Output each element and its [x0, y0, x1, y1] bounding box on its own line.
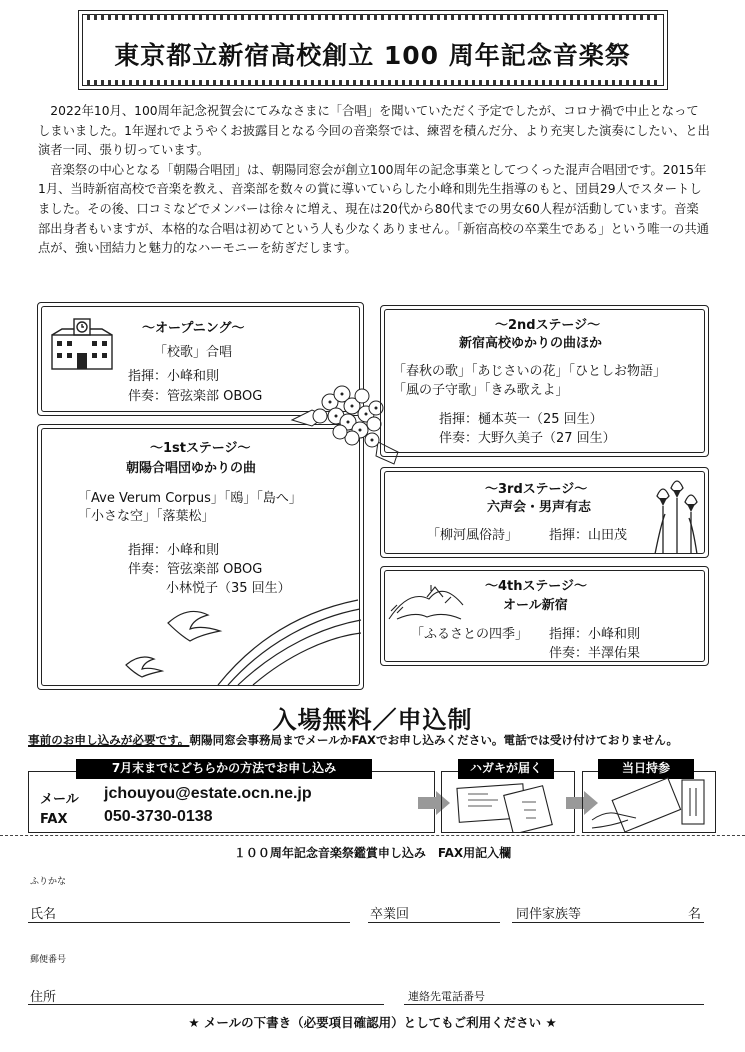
form-header: １００周年記念音楽祭鑑賞申し込み FAX用記入欄 [233, 846, 512, 860]
stage4-conductor: 指揮：小峰和則 [549, 627, 641, 642]
stage1-songs-line1: 「Ave Verum Corpus」「鴎」「島へ」 [78, 491, 302, 506]
mail-address[interactable]: jchouyou@estate.ocn.ne.jp [104, 785, 312, 802]
stage2-conductor: 指揮：樋本英一（25 回生） [439, 412, 603, 427]
phone-label: 連絡先電話番号 [408, 990, 485, 1003]
furigana-label: ふりかな [30, 877, 67, 887]
admission-notice-detail: 朝陽同窓会事務局までメールかFAXでお申し込みください。電話では受け付けておりません。 [189, 733, 679, 747]
stage4-accompanist: 伴奏：半澤佑果 [549, 646, 641, 661]
fax-label: FAX [40, 812, 68, 827]
stage2-songs-line2: 「風の子守歌」「きみ歌えよ」 [393, 383, 569, 398]
intro-text [38, 102, 710, 259]
stage1-subtitle: 朝陽合唱団ゆかりの曲 [126, 461, 257, 476]
opening-song: 「校歌」合唱 [154, 345, 233, 360]
page-title: 東京都立新宿高校創立 100 周年記念音楽祭 [114, 41, 631, 70]
opening-accompanist: 伴奏：管弦楽部 OBOG [128, 389, 263, 404]
step2-tab: ハガキが届く [458, 759, 554, 779]
stage3-song: 「柳河風俗詩」 [427, 528, 519, 543]
opening-heading: 〜オープニング〜 [142, 321, 245, 336]
stage2-subtitle: 新宿高校ゆかりの曲ほか [459, 336, 603, 351]
seagulls-illustration [78, 595, 362, 687]
stage1-accompanist: 伴奏：管弦楽部 OBOG [128, 562, 263, 577]
mail-label: メール [40, 792, 79, 807]
stage4-subtitle: オール新宿 [503, 598, 568, 613]
stage3-heading: 〜3rdステージ〜 [485, 482, 588, 497]
address-label: 住所 [30, 990, 57, 1005]
stage1-songs-line2: 「小さな空」「落葉松」 [78, 509, 215, 524]
companions-field[interactable] [512, 922, 704, 923]
step3-tab: 当日持参 [598, 759, 694, 779]
title-border-bottom [87, 80, 659, 86]
stage2-songs-line1: 「春秋の歌」「あじさいの花」「ひとしお物語」 [393, 364, 667, 379]
stage2-box [380, 305, 709, 457]
postcard-icon [452, 780, 564, 832]
admission-notice [28, 732, 678, 748]
stage1-conductor: 指揮：小峰和則 [128, 543, 220, 558]
title-border-top [87, 14, 659, 20]
stage1-heading: 〜1stステージ〜 [150, 441, 251, 456]
step1-tab: 7月末までにどちらかの方法でお申し込み [76, 759, 372, 779]
cut-line [0, 835, 745, 836]
intro-paragraph-1: 2022年10月、100周年記念祝賀会にてみなさまに「合唱」を聞いていただく予定でしたが、コロナ禍で中止となってしまいました。1年遅れでようやくお披露目となる今回の音楽祭では、練習を積んだ分、より充実した演奏にしたい、と出演者一同、張り切っています。 [38, 104, 710, 158]
stage2-heading: 〜2ndステージ〜 [495, 318, 601, 333]
postal-label: 郵便番号 [30, 955, 67, 965]
graduation-field[interactable] [368, 922, 500, 923]
phone-field[interactable] [404, 1004, 704, 1005]
stage2-accompanist: 伴奏：大野久美子（27 回生） [439, 431, 616, 446]
admission-headline: 入場無料／申込制 [272, 706, 473, 734]
stage1-accompanist-2: 小林悦子（35 回生） [166, 581, 291, 596]
iris-flower-icon [647, 476, 703, 554]
stage3-conductor: 指揮：山田茂 [549, 528, 628, 543]
fax-number[interactable]: 050-3730-0138 [104, 808, 213, 825]
stage3-subtitle: 六声会・男声有志 [487, 500, 592, 515]
stage4-song: 「ふるさとの四季」 [411, 627, 529, 642]
form-footer: ★ メールの下書き（必要項目確認用）としてもご利用ください ★ [188, 1015, 557, 1030]
companions-unit: 名 [688, 907, 702, 922]
name-label: 氏名 [30, 907, 57, 922]
stage3-box [380, 467, 709, 558]
address-field[interactable] [28, 1004, 384, 1005]
name-field[interactable] [28, 922, 350, 923]
opening-conductor: 指揮：小峰和則 [128, 369, 220, 384]
admission-notice-required: 事前のお申し込みが必要です。 [28, 733, 190, 747]
intro-paragraph-2: 音楽祭の中心となる「朝陽合唱団」は、朝陽同窓会が創立100周年の記念事業としてつくった混声合唱団です。2015年1月、当時新宿高校で音楽を教え、音楽部を数々の賞に導いていらした小峰和則先生指導のもと、団員29人でスタートしました。その後、口コミなどでメンバーは徐々に増え、現在は20代から80代までの男女60人程が活動しています。音楽部出身者もいますが、本格的な合唱は初めてという人も少なくありません。「新宿高校の卒業生である」という唯一の共通点が、強い団結力と魅力的なハーモニーを紡ぎだします。 [38, 162, 709, 256]
handing-ticket-icon [590, 774, 714, 832]
school-building-icon [48, 313, 118, 373]
graduation-label: 卒業回 [370, 907, 410, 922]
landscape-illustration [387, 573, 465, 623]
stage4-heading: 〜4thステージ〜 [485, 579, 587, 594]
companions-label: 同伴家族等 [516, 907, 582, 922]
stage4-box [380, 566, 709, 666]
